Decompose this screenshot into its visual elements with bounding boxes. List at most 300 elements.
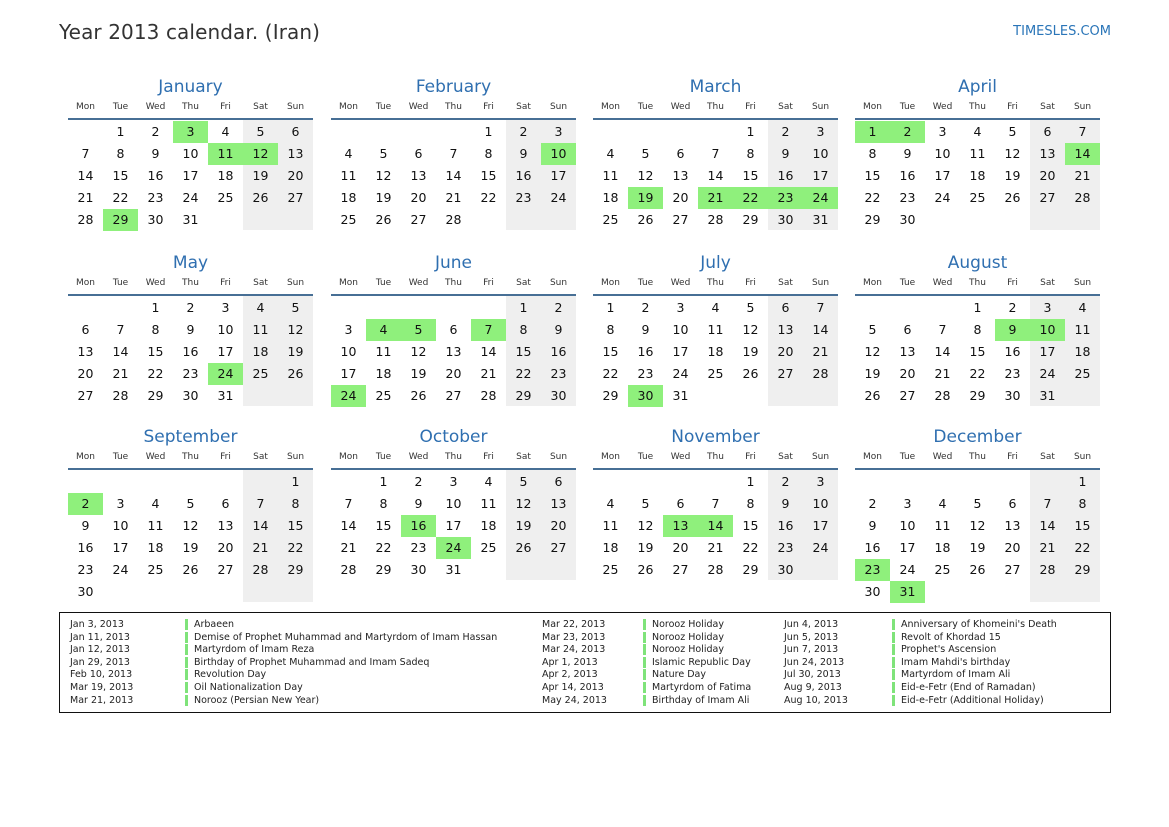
calendar-day: 11 <box>707 322 724 337</box>
calendar-day: 20 <box>550 518 567 533</box>
weekday-label: Tue <box>899 278 916 288</box>
legend-date: Apr 1, 2013 <box>542 656 598 668</box>
legend-holiday-name: Martyrdom of Imam Reza <box>185 644 314 655</box>
weekday-label: Sun <box>286 102 305 112</box>
calendar-day: 20 <box>899 366 916 381</box>
calendar-day: 20 <box>217 540 234 555</box>
month-rule <box>331 294 576 296</box>
calendar-day: 29 <box>287 562 304 577</box>
weekday-label: Wed <box>408 452 429 462</box>
weekday-label: Mon <box>601 278 620 288</box>
month-rule <box>331 118 576 120</box>
calendar-day: 29 <box>147 388 164 403</box>
calendar-day: 27 <box>1004 562 1021 577</box>
calendar-day: 22 <box>969 366 986 381</box>
calendar-day: 18 <box>217 168 234 183</box>
calendar-day: 28 <box>77 212 94 227</box>
calendar-day: 28 <box>707 212 724 227</box>
calendar-day: 26 <box>375 212 392 227</box>
calendar-day: 21 <box>112 366 129 381</box>
weekday-label: Sun <box>1073 102 1092 112</box>
legend-date: Jan 11, 2013 <box>70 631 130 643</box>
calendar-day: 12 <box>742 322 759 337</box>
legend-date: Mar 23, 2013 <box>542 631 606 643</box>
weekday-label: Sun <box>811 278 830 288</box>
legend-holiday-name: Eid-e-Fetr (Additional Holiday) <box>892 695 1044 706</box>
calendar-day: 9 <box>519 146 528 161</box>
calendar-day: 21 <box>1074 168 1091 183</box>
month-april <box>855 77 1100 247</box>
calendar-day: 5 <box>379 146 388 161</box>
calendar-day: 30 <box>550 388 567 403</box>
calendar-day: 1 <box>116 124 125 139</box>
legend-holiday-name: Demise of Prophet Muhammad and Martyrdom of Imam Hassan <box>185 632 497 643</box>
calendar-day: 23 <box>637 366 654 381</box>
weekday-label: Thu <box>707 452 724 462</box>
legend-date: Jun 5, 2013 <box>784 631 839 643</box>
calendar-day: 13 <box>672 168 689 183</box>
calendar-day: 19 <box>1004 168 1021 183</box>
calendar-day: 24 <box>672 366 689 381</box>
calendar-day: 18 <box>934 540 951 555</box>
weekday-label: Sat <box>253 452 268 462</box>
calendar-day: 9 <box>781 496 790 511</box>
calendar-day: 17 <box>340 366 357 381</box>
calendar-day: 2 <box>414 474 423 489</box>
calendar-day: 11 <box>969 146 986 161</box>
weekday-label: Tue <box>899 452 916 462</box>
weekday-label: Mon <box>339 278 358 288</box>
month-name: October <box>419 427 488 447</box>
calendar-day: 8 <box>519 322 528 337</box>
calendar-day: 31 <box>182 212 199 227</box>
holiday-day: 19 <box>628 187 663 209</box>
calendar-day: 9 <box>414 496 423 511</box>
calendar-day: 3 <box>816 474 825 489</box>
calendar-day: 30 <box>777 212 794 227</box>
calendar-day: 18 <box>147 540 164 555</box>
calendar-day: 15 <box>375 518 392 533</box>
calendar-day: 20 <box>1039 168 1056 183</box>
calendar-day: 12 <box>182 518 199 533</box>
calendar-day: 13 <box>410 168 427 183</box>
calendar-day: 13 <box>445 344 462 359</box>
weekday-label: Wed <box>145 278 166 288</box>
calendar-day: 23 <box>77 562 94 577</box>
weekday-label: Fri <box>220 452 231 462</box>
weekday-label: Thu <box>969 452 986 462</box>
legend-date: Apr 14, 2013 <box>542 682 604 693</box>
calendar-day: 13 <box>287 146 304 161</box>
calendar-day: 12 <box>637 518 654 533</box>
calendar-day: 20 <box>777 344 794 359</box>
calendar-day: 15 <box>602 344 619 359</box>
calendar-day: 19 <box>252 168 269 183</box>
calendar-day: 10 <box>340 344 357 359</box>
calendar-day: 20 <box>77 366 94 381</box>
month-may <box>68 253 313 423</box>
weekday-label: Wed <box>408 278 429 288</box>
calendar-day: 19 <box>864 366 881 381</box>
calendar-day: 24 <box>1039 366 1056 381</box>
calendar-day: 30 <box>777 562 794 577</box>
calendar-day: 27 <box>1039 190 1056 205</box>
weekday-label: Sat <box>1040 452 1055 462</box>
calendar-day: 15 <box>112 168 129 183</box>
calendar-day: 30 <box>899 212 916 227</box>
calendar-day: 7 <box>711 146 720 161</box>
calendar-day: 30 <box>182 388 199 403</box>
calendar-day: 12 <box>287 322 304 337</box>
calendar-day: 25 <box>934 562 951 577</box>
calendar-day: 18 <box>375 366 392 381</box>
holiday-day: 2 <box>890 121 925 143</box>
month-name: April <box>958 77 997 97</box>
calendar-day: 4 <box>938 496 947 511</box>
month-august <box>855 253 1100 423</box>
calendar-day: 19 <box>375 190 392 205</box>
calendar-day: 18 <box>602 540 619 555</box>
calendar-day: 15 <box>480 168 497 183</box>
calendar-day: 31 <box>672 388 689 403</box>
weekday-label: Thu <box>445 452 462 462</box>
legend-date: Jan 29, 2013 <box>70 656 130 668</box>
weekday-label: Thu <box>445 278 462 288</box>
weekday-label: Wed <box>408 102 429 112</box>
holiday-day: 9 <box>995 319 1030 341</box>
weekday-label: Sun <box>286 452 305 462</box>
calendar-day: 4 <box>256 300 265 315</box>
calendar-day: 27 <box>550 540 567 555</box>
calendar-day: 7 <box>1043 496 1052 511</box>
calendar-day: 12 <box>1004 146 1021 161</box>
weekday-label: Sat <box>253 102 268 112</box>
calendar-day: 15 <box>864 168 881 183</box>
calendar-day: 5 <box>256 124 265 139</box>
calendar-day: 27 <box>672 212 689 227</box>
calendar-day: 21 <box>445 190 462 205</box>
calendar-day: 9 <box>81 518 90 533</box>
calendar-day: 6 <box>554 474 563 489</box>
legend-holiday-name: Anniversary of Khomeini's Death <box>892 619 1057 630</box>
calendar-day: 28 <box>480 388 497 403</box>
calendar-day: 18 <box>252 344 269 359</box>
calendar-day: 28 <box>934 388 951 403</box>
calendar-day: 21 <box>1039 540 1056 555</box>
calendar-day: 7 <box>256 496 265 511</box>
calendar-day: 22 <box>864 190 881 205</box>
weekday-label: Sat <box>516 102 531 112</box>
calendar-day: 8 <box>1078 496 1087 511</box>
calendar-day: 4 <box>484 474 493 489</box>
weekday-label: Wed <box>932 278 953 288</box>
legend-holiday-name: Imam Mahdi's birthday <box>892 657 1010 668</box>
calendar-day: 8 <box>746 146 755 161</box>
calendar-day: 16 <box>899 168 916 183</box>
weekday-label: Sun <box>549 278 568 288</box>
calendar-day: 19 <box>637 540 654 555</box>
weekday-label: Tue <box>375 452 392 462</box>
calendar-day: 26 <box>287 366 304 381</box>
legend-holiday-name: Martyrdom of Imam Ali <box>892 669 1010 680</box>
month-july <box>593 253 838 423</box>
weekday-label: Thu <box>182 278 199 288</box>
legend-holiday-name: Revolt of Khordad 15 <box>892 632 1001 643</box>
legend-date: Jun 24, 2013 <box>784 656 845 668</box>
holiday-day: 30 <box>628 385 663 407</box>
calendar-day: 11 <box>147 518 164 533</box>
calendar-day: 5 <box>186 496 195 511</box>
weekday-label: Mon <box>76 452 95 462</box>
calendar-day: 27 <box>777 366 794 381</box>
calendar-day: 15 <box>742 518 759 533</box>
calendar-day: 25 <box>252 366 269 381</box>
holiday-day: 7 <box>471 319 506 341</box>
calendar-day: 18 <box>480 518 497 533</box>
weekday-label: Fri <box>745 102 756 112</box>
page-title: Year 2013 calendar. (Iran) <box>59 20 321 44</box>
calendar-day: 17 <box>672 344 689 359</box>
calendar-day: 8 <box>151 322 160 337</box>
calendar-day: 9 <box>151 146 160 161</box>
legend-date: Jun 7, 2013 <box>784 644 839 656</box>
holiday-day: 23 <box>855 559 890 581</box>
calendar-day: 7 <box>938 322 947 337</box>
legend-holiday-name: Oil Nationalization Day <box>185 682 303 693</box>
weekday-label: Sun <box>549 452 568 462</box>
legend-holiday-name: Islamic Republic Day <box>643 657 751 668</box>
month-february <box>331 77 576 247</box>
calendar-day: 18 <box>340 190 357 205</box>
calendar-day: 12 <box>637 168 654 183</box>
calendar-day: 4 <box>606 146 615 161</box>
calendar-day: 1 <box>606 300 615 315</box>
weekday-label: Sat <box>1040 278 1055 288</box>
calendar-day: 26 <box>969 562 986 577</box>
calendar-day: 9 <box>903 146 912 161</box>
weekday-label: Tue <box>637 278 654 288</box>
calendar-day: 3 <box>938 124 947 139</box>
calendar-day: 26 <box>410 388 427 403</box>
calendar-day: 24 <box>934 190 951 205</box>
calendar-day: 11 <box>602 518 619 533</box>
calendar-day: 29 <box>864 212 881 227</box>
calendar-day: 16 <box>1004 344 1021 359</box>
calendar-day: 21 <box>252 540 269 555</box>
calendar-day: 26 <box>182 562 199 577</box>
weekday-label: Wed <box>670 452 691 462</box>
calendar-day: 2 <box>781 124 790 139</box>
weekday-label: Sat <box>253 278 268 288</box>
calendar-day: 8 <box>868 146 877 161</box>
legend-date: Feb 10, 2013 <box>70 669 133 681</box>
holiday-day: 4 <box>366 319 401 341</box>
calendar-day: 22 <box>147 366 164 381</box>
legend-date: Jan 3, 2013 <box>70 619 124 630</box>
weekday-label: Tue <box>112 278 129 288</box>
calendar-day: 8 <box>116 146 125 161</box>
calendar-day: 24 <box>182 190 199 205</box>
calendar-day: 2 <box>641 300 650 315</box>
calendar-day: 19 <box>515 518 532 533</box>
calendar-day: 22 <box>112 190 129 205</box>
calendar-day: 5 <box>291 300 300 315</box>
calendar-day: 11 <box>934 518 951 533</box>
month-name: February <box>415 77 492 97</box>
calendar-day: 4 <box>606 496 615 511</box>
calendar-day: 15 <box>515 344 532 359</box>
calendar-day: 6 <box>1008 496 1017 511</box>
holiday-day: 22 <box>733 187 768 209</box>
calendar-day: 17 <box>182 168 199 183</box>
holiday-day: 24 <box>331 385 366 407</box>
calendar-day: 23 <box>550 366 567 381</box>
weekday-label: Fri <box>745 452 756 462</box>
holiday-day: 23 <box>768 187 803 209</box>
calendar-day: 28 <box>340 562 357 577</box>
calendar-day: 25 <box>602 562 619 577</box>
calendar-day: 31 <box>812 212 829 227</box>
calendar-day: 17 <box>112 540 129 555</box>
calendar-day: 3 <box>221 300 230 315</box>
calendar-day: 16 <box>777 168 794 183</box>
weekday-label: Fri <box>220 102 231 112</box>
calendar-day: 11 <box>340 168 357 183</box>
legend-holiday-name: Prophet's Ascension <box>892 644 996 655</box>
calendar-day: 17 <box>550 168 567 183</box>
calendar-day: 19 <box>287 344 304 359</box>
calendar-day: 11 <box>1074 322 1091 337</box>
calendar-day: 1 <box>379 474 388 489</box>
weekday-label: Thu <box>182 452 199 462</box>
weekday-label: Sat <box>516 278 531 288</box>
calendar-day: 8 <box>973 322 982 337</box>
calendar-day: 29 <box>742 562 759 577</box>
calendar-day: 2 <box>519 124 528 139</box>
calendar-day: 17 <box>812 168 829 183</box>
calendar-day: 7 <box>81 146 90 161</box>
calendar-day: 4 <box>221 124 230 139</box>
legend-date: May 24, 2013 <box>542 694 607 706</box>
calendar-day: 16 <box>637 344 654 359</box>
weekday-label: Thu <box>969 102 986 112</box>
calendar-day: 8 <box>291 496 300 511</box>
calendar-day: 20 <box>410 190 427 205</box>
calendar-day: 23 <box>899 190 916 205</box>
calendar-day: 8 <box>484 146 493 161</box>
calendar-day: 15 <box>1074 518 1091 533</box>
weekday-label: Wed <box>932 452 953 462</box>
calendar-day: 1 <box>746 474 755 489</box>
calendar-day: 19 <box>410 366 427 381</box>
calendar-day: 17 <box>934 168 951 183</box>
calendar-day: 9 <box>641 322 650 337</box>
legend-holiday-name: Nature Day <box>643 669 706 680</box>
calendar-day: 29 <box>602 388 619 403</box>
calendar-day: 1 <box>291 474 300 489</box>
calendar-day: 22 <box>515 366 532 381</box>
site-link[interactable]: TIMESLES.COM <box>1013 24 1111 39</box>
month-rule <box>68 294 313 296</box>
legend-date: Aug 9, 2013 <box>784 682 842 693</box>
month-rule <box>593 294 838 296</box>
legend-holiday-name: Birthday of Prophet Muhammad and Imam Sadeq <box>185 657 429 668</box>
calendar-day: 19 <box>742 344 759 359</box>
calendar-day: 11 <box>252 322 269 337</box>
calendar-day: 25 <box>602 212 619 227</box>
calendar-day: 4 <box>151 496 160 511</box>
weekday-label: Sun <box>1073 278 1092 288</box>
weekday-label: Tue <box>637 102 654 112</box>
calendar-day: 1 <box>519 300 528 315</box>
calendar-day: 17 <box>1039 344 1056 359</box>
calendar-day: 18 <box>1074 344 1091 359</box>
calendar-day: 13 <box>1004 518 1021 533</box>
month-name: January <box>158 77 223 97</box>
legend-holiday-name: Norooz Holiday <box>643 619 724 630</box>
calendar-day: 6 <box>903 322 912 337</box>
month-name: May <box>172 253 209 273</box>
calendar-day: 12 <box>969 518 986 533</box>
holiday-day: 21 <box>698 187 733 209</box>
calendar-day: 28 <box>707 562 724 577</box>
calendar-day: 7 <box>449 146 458 161</box>
calendar-day: 12 <box>410 344 427 359</box>
calendar-day: 23 <box>182 366 199 381</box>
calendar-day: 26 <box>637 562 654 577</box>
calendar-day: 11 <box>602 168 619 183</box>
calendar-day: 20 <box>1004 540 1021 555</box>
month-june <box>331 253 576 423</box>
calendar-day: 6 <box>414 146 423 161</box>
calendar-day: 9 <box>781 146 790 161</box>
weekday-label: Fri <box>745 278 756 288</box>
month-october <box>331 427 576 597</box>
month-name: September <box>143 427 238 447</box>
calendar-day: 13 <box>899 344 916 359</box>
calendar-day: 17 <box>217 344 234 359</box>
calendar-day: 2 <box>868 496 877 511</box>
calendar-day: 8 <box>606 322 615 337</box>
legend-holiday-name: Eid-e-Fetr (End of Ramadan) <box>892 682 1036 693</box>
calendar-day: 25 <box>147 562 164 577</box>
weekday-label: Tue <box>637 452 654 462</box>
calendar-day: 14 <box>252 518 269 533</box>
weekday-label: Sun <box>811 102 830 112</box>
calendar-day: 5 <box>868 322 877 337</box>
calendar-day: 18 <box>602 190 619 205</box>
calendar-day: 19 <box>969 540 986 555</box>
holiday-day: 11 <box>208 143 243 165</box>
calendar-day: 31 <box>445 562 462 577</box>
calendar-day: 22 <box>602 366 619 381</box>
calendar-day: 6 <box>449 322 458 337</box>
calendar-day: 28 <box>445 212 462 227</box>
calendar-day: 29 <box>969 388 986 403</box>
calendar-day: 7 <box>711 496 720 511</box>
calendar-day: 1 <box>973 300 982 315</box>
calendar-day: 22 <box>375 540 392 555</box>
calendar-day: 6 <box>781 300 790 315</box>
calendar-day: 6 <box>221 496 230 511</box>
calendar-day: 15 <box>147 344 164 359</box>
calendar-day: 21 <box>934 366 951 381</box>
calendar-day: 26 <box>637 212 654 227</box>
calendar-day: 5 <box>641 496 650 511</box>
weekday-label: Fri <box>1007 278 1018 288</box>
calendar-day: 28 <box>1039 562 1056 577</box>
month-november <box>593 427 838 597</box>
